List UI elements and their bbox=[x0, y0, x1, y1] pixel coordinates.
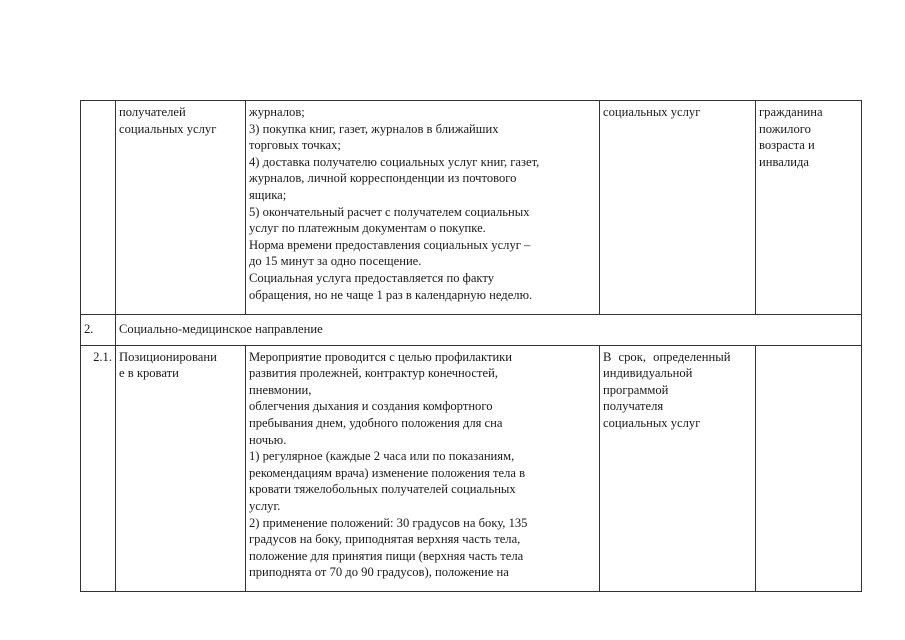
service-condition-cell bbox=[756, 101, 862, 315]
service-name-line: е в кровати bbox=[119, 366, 179, 381]
description-line: торговых точках; bbox=[249, 138, 341, 153]
description-line: Норма времени предоставления социальных услуг – bbox=[249, 237, 531, 252]
condition-line: пожилого bbox=[759, 121, 811, 136]
description-line: облегчения дыхания и создания комфортного bbox=[249, 399, 493, 414]
service-name-cell bbox=[116, 101, 246, 315]
description-line: развития пролежней, контрактур конечностей, bbox=[249, 366, 498, 381]
section-number: 2. bbox=[81, 315, 116, 346]
description-line: ночью. bbox=[249, 432, 287, 447]
description-line: услуг по платежным документам о покупке. bbox=[249, 221, 486, 236]
service-name-cell bbox=[116, 345, 246, 591]
term-line: В срок, определенный bbox=[603, 349, 731, 364]
table-row bbox=[81, 101, 862, 315]
condition-line: возраста и bbox=[759, 138, 815, 153]
description-line: до 15 минут за одно посещение. bbox=[249, 254, 422, 269]
description-line: 1) регулярное (каждые 2 часа или по показаниям, bbox=[249, 449, 515, 464]
description-line: Социальная услуга предоставляется по факту bbox=[249, 270, 495, 285]
description-line: 2) применение положений: 30 градусов на боку, 135 bbox=[249, 515, 528, 530]
service-name-line: социальных услуг bbox=[119, 121, 217, 136]
service-name-line: получателей bbox=[119, 105, 186, 119]
condition-line: инвалида bbox=[759, 154, 809, 169]
description-line: услуг. bbox=[249, 498, 281, 513]
description-line: журналов, личной корреспонденции из почтового bbox=[249, 171, 517, 186]
description-line: пневмонии, bbox=[249, 382, 312, 397]
term-line: социальных услуг bbox=[603, 105, 701, 119]
description-line: 3) покупка книг, газет, журналов в ближайших bbox=[249, 121, 499, 136]
description-line: обращения, но не чаще 1 раз в календарную неделю. bbox=[249, 287, 533, 302]
row-number bbox=[81, 101, 116, 315]
service-description-cell bbox=[246, 345, 600, 591]
service-term-cell bbox=[600, 345, 756, 591]
description-line: градусов на боку, приподнятая верхняя часть тела, bbox=[249, 532, 521, 547]
description-line: журналов; bbox=[249, 105, 305, 119]
service-term-cell bbox=[600, 101, 756, 315]
description-line: рекомендациям врача) изменение положения тела в bbox=[249, 465, 526, 480]
description-line: кровати тяжелобольных получателей социальных bbox=[249, 482, 516, 497]
description-line: ящика; bbox=[249, 187, 287, 202]
description-line: положение для принятия пищи (верхняя часть тела bbox=[249, 548, 524, 563]
section-title: Социально-медицинское направление bbox=[116, 315, 862, 346]
section-row bbox=[81, 315, 862, 346]
table-row bbox=[81, 345, 862, 591]
term-line: индивидуальной bbox=[603, 366, 693, 381]
description-line: 4) доставка получателю социальных услуг книг, газет, bbox=[249, 154, 540, 169]
term-line: получателя bbox=[603, 399, 664, 414]
description-line: приподнята от 70 до 90 градусов), положение на bbox=[249, 565, 509, 580]
condition-line: гражданина bbox=[759, 105, 823, 119]
row-number: 2.1. bbox=[81, 345, 116, 591]
description-line: пребывания днем, удобного положения для сна bbox=[249, 415, 503, 430]
description-line: Мероприятие проводится с целью профилактики bbox=[249, 349, 513, 364]
services-table bbox=[80, 100, 862, 592]
service-name-line: Позиционировани bbox=[119, 349, 217, 364]
term-line: социальных услуг bbox=[603, 415, 701, 430]
term-line: программой bbox=[603, 382, 669, 397]
service-condition-cell bbox=[756, 345, 862, 591]
service-description-cell bbox=[246, 101, 600, 315]
description-line: 5) окончательный расчет с получателем социальных bbox=[249, 204, 530, 219]
